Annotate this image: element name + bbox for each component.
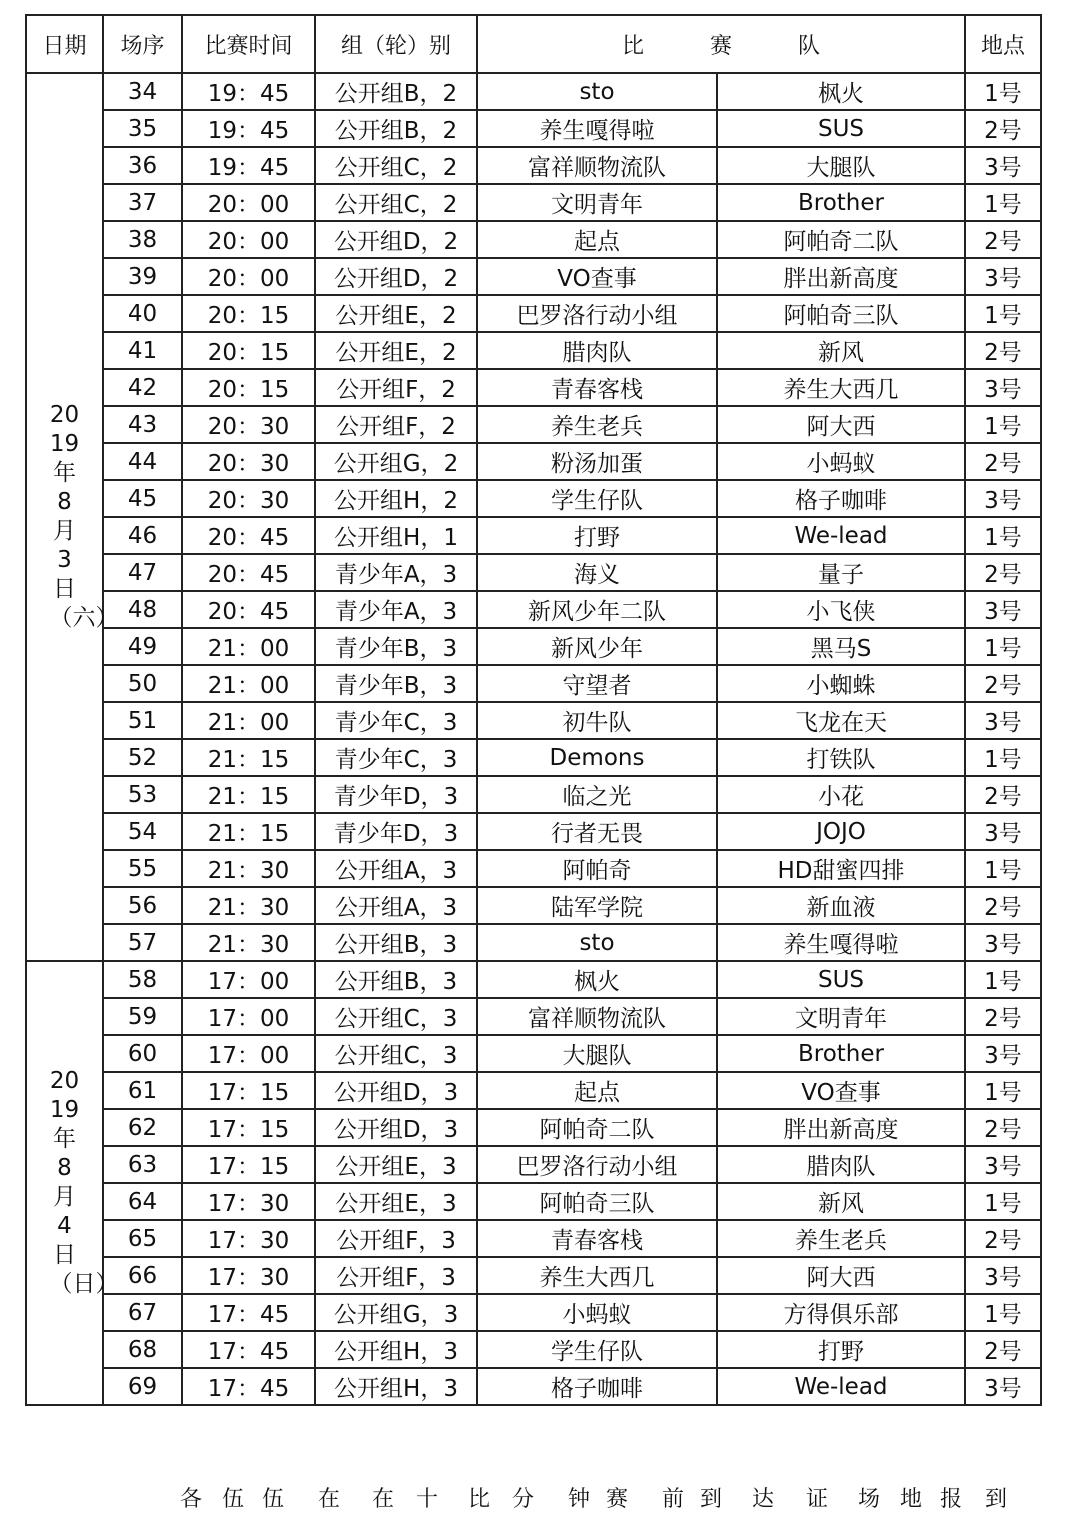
venue-cell: 2号: [965, 776, 1041, 813]
team1-cell: 富祥顺物流队: [477, 998, 717, 1035]
venue-cell: 2号: [965, 998, 1041, 1035]
header-seq: 场序: [103, 15, 182, 73]
group-cell: 公开组F，2: [315, 369, 477, 406]
header-teams-char-3: 队: [798, 33, 821, 59]
venue-cell: 2号: [965, 887, 1041, 924]
match-row: [26, 295, 1041, 332]
footer-char: 分: [512, 1487, 535, 1512]
team2-cell: 养生嘎得啦: [717, 924, 965, 961]
footer-char: 到: [700, 1487, 723, 1512]
time-cell: 20：00: [182, 184, 315, 221]
team2-cell: 枫火: [717, 73, 965, 110]
footer-char: 证: [806, 1487, 829, 1512]
team1-cell: 巴罗洛行动小组: [477, 1146, 717, 1183]
match-row: [26, 258, 1041, 295]
seq-cell: 57: [103, 924, 182, 961]
team2-cell: 小蚂蚁: [717, 443, 965, 480]
time-cell: 20：00: [182, 258, 315, 295]
team1-cell: 阿帕奇三队: [477, 1183, 717, 1220]
match-row: [26, 850, 1041, 887]
seq-cell: 56: [103, 887, 182, 924]
seq-cell: 69: [103, 1368, 182, 1405]
seq-cell: 46: [103, 517, 182, 554]
time-cell: 20：15: [182, 332, 315, 369]
footer-char: 钟: [568, 1487, 591, 1512]
group-cell: 公开组A，3: [315, 887, 477, 924]
time-cell: 17：45: [182, 1331, 315, 1368]
seq-cell: 54: [103, 813, 182, 850]
time-cell: 20：30: [182, 406, 315, 443]
date-cell: [26, 73, 119, 961]
seq-cell: 39: [103, 258, 182, 295]
team2-cell: SUS: [717, 110, 965, 147]
group-cell: 公开组C，2: [315, 184, 477, 221]
team1-cell: 格子咖啡: [477, 1368, 717, 1405]
team2-cell: 黑马S: [717, 628, 965, 665]
team2-cell: HD甜蜜四排: [717, 850, 965, 887]
group-cell: 公开组D，3: [315, 1109, 477, 1146]
header-group: 组（轮）别: [315, 15, 477, 73]
footer-char: 伍: [262, 1487, 285, 1512]
group-cell: 公开组B，2: [315, 110, 477, 147]
team1-cell: 粉汤加蛋: [477, 443, 717, 480]
match-row: [26, 1072, 1041, 1109]
match-row: [26, 184, 1041, 221]
team2-cell: 胖出新高度: [717, 1109, 965, 1146]
team1-cell: 新风少年: [477, 628, 717, 665]
team2-cell: 新血液: [717, 887, 965, 924]
seq-cell: 36: [103, 147, 182, 184]
match-row: [26, 628, 1041, 665]
match-row: [26, 1183, 1041, 1220]
match-schedule-table: [25, 14, 1042, 1406]
group-cell: 青少年D，3: [315, 776, 477, 813]
team1-cell: 青春客栈: [477, 369, 717, 406]
venue-cell: 1号: [965, 406, 1041, 443]
group-cell: 公开组H，1: [315, 517, 477, 554]
team1-cell: sto: [477, 73, 717, 110]
venue-cell: 3号: [965, 147, 1041, 184]
venue-cell: 1号: [965, 850, 1041, 887]
venue-cell: 2号: [965, 332, 1041, 369]
match-row: [26, 1146, 1041, 1183]
footer-char: 报: [940, 1487, 963, 1512]
group-cell: 公开组A，3: [315, 850, 477, 887]
header-row: [26, 15, 1041, 73]
venue-cell: 3号: [965, 1035, 1041, 1072]
time-cell: 21：15: [182, 739, 315, 776]
seq-cell: 41: [103, 332, 182, 369]
schedule-body: [26, 73, 1041, 1405]
match-row: [26, 961, 1041, 998]
time-cell: 20：15: [182, 295, 315, 332]
time-cell: 21：00: [182, 665, 315, 702]
venue-cell: 3号: [965, 702, 1041, 739]
team2-cell: We-lead: [717, 1368, 965, 1405]
seq-cell: 61: [103, 1072, 182, 1109]
time-cell: 17：15: [182, 1146, 315, 1183]
seq-cell: 52: [103, 739, 182, 776]
team1-cell: 起点: [477, 1072, 717, 1109]
match-row: [26, 1220, 1041, 1257]
time-cell: 17：15: [182, 1109, 315, 1146]
group-cell: 公开组E，2: [315, 332, 477, 369]
group-cell: 青少年C，3: [315, 702, 477, 739]
footer-char: 达: [752, 1487, 775, 1512]
seq-cell: 40: [103, 295, 182, 332]
seq-cell: 65: [103, 1220, 182, 1257]
venue-cell: 1号: [965, 184, 1041, 221]
date-label: 2019年8月3日（六）: [49, 402, 119, 631]
footer-char: 前: [662, 1487, 685, 1512]
time-cell: 17：30: [182, 1183, 315, 1220]
team1-cell: 养生老兵: [477, 406, 717, 443]
venue-cell: 1号: [965, 295, 1041, 332]
time-cell: 17：00: [182, 998, 315, 1035]
match-row: [26, 517, 1041, 554]
header-teams-char-1: 比: [621, 33, 644, 59]
seq-cell: 64: [103, 1183, 182, 1220]
seq-cell: 66: [103, 1257, 182, 1294]
time-cell: 17：15: [182, 1072, 315, 1109]
time-cell: 19：45: [182, 147, 315, 184]
team2-cell: 飞龙在天: [717, 702, 965, 739]
time-cell: 21：30: [182, 887, 315, 924]
venue-cell: 2号: [965, 221, 1041, 258]
team2-cell: 养生大西几: [717, 369, 965, 406]
team1-cell: 海义: [477, 554, 717, 591]
group-cell: 公开组F，2: [315, 406, 477, 443]
seq-cell: 63: [103, 1146, 182, 1183]
team2-cell: VO查事: [717, 1072, 965, 1109]
time-cell: 20：15: [182, 369, 315, 406]
footer-char: 在: [372, 1487, 395, 1512]
seq-cell: 51: [103, 702, 182, 739]
team1-cell: 打野: [477, 517, 717, 554]
match-row: [26, 813, 1041, 850]
group-cell: 青少年D，3: [315, 813, 477, 850]
group-cell: 公开组H，3: [315, 1368, 477, 1405]
match-row: [26, 887, 1041, 924]
group-cell: 公开组F，3: [315, 1220, 477, 1257]
time-cell: 17：30: [182, 1257, 315, 1294]
team2-cell: 阿帕奇三队: [717, 295, 965, 332]
group-cell: 公开组E，3: [315, 1183, 477, 1220]
team2-cell: 小飞侠: [717, 591, 965, 628]
team2-cell: 腊肉队: [717, 1146, 965, 1183]
venue-cell: 1号: [965, 628, 1041, 665]
team2-cell: 打铁队: [717, 739, 965, 776]
team2-cell: 新风: [717, 332, 965, 369]
team1-cell: 养生大西几: [477, 1257, 717, 1294]
venue-cell: 1号: [965, 739, 1041, 776]
team1-cell: 新风少年二队: [477, 591, 717, 628]
match-row: [26, 110, 1041, 147]
match-row: [26, 1257, 1041, 1294]
time-cell: 20：30: [182, 480, 315, 517]
team1-cell: 青春客栈: [477, 1220, 717, 1257]
seq-cell: 48: [103, 591, 182, 628]
footer-char: 赛: [606, 1487, 629, 1512]
venue-cell: 1号: [965, 961, 1041, 998]
team2-cell: 阿大西: [717, 1257, 965, 1294]
seq-cell: 58: [103, 961, 182, 998]
team1-cell: VO查事: [477, 258, 717, 295]
group-cell: 青少年B，3: [315, 628, 477, 665]
team2-cell: Brother: [717, 184, 965, 221]
match-row: [26, 1294, 1041, 1331]
seq-cell: 68: [103, 1331, 182, 1368]
header-venue: 地点: [965, 15, 1041, 73]
time-cell: 20：45: [182, 554, 315, 591]
venue-cell: 3号: [965, 1368, 1041, 1405]
team2-cell: 阿大西: [717, 406, 965, 443]
group-cell: 公开组D，2: [315, 221, 477, 258]
group-cell: 公开组E，2: [315, 295, 477, 332]
time-cell: 17：45: [182, 1294, 315, 1331]
team2-cell: SUS: [717, 961, 965, 998]
seq-cell: 42: [103, 369, 182, 406]
seq-cell: 35: [103, 110, 182, 147]
time-cell: 17：45: [182, 1368, 315, 1405]
footer-char: 十: [416, 1487, 439, 1512]
team1-cell: 守望者: [477, 665, 717, 702]
team2-cell: JOJO: [717, 813, 965, 850]
seq-cell: 53: [103, 776, 182, 813]
venue-cell: 1号: [965, 1072, 1041, 1109]
footer-char: 在: [318, 1487, 341, 1512]
team1-cell: 养生嘎得啦: [477, 110, 717, 147]
group-cell: 公开组C，3: [315, 1035, 477, 1072]
time-cell: 17：00: [182, 1035, 315, 1072]
team1-cell: 阿帕奇二队: [477, 1109, 717, 1146]
venue-cell: 2号: [965, 665, 1041, 702]
team1-cell: sto: [477, 924, 717, 961]
time-cell: 19：45: [182, 73, 315, 110]
match-row: [26, 332, 1041, 369]
team1-cell: 学生仔队: [477, 480, 717, 517]
venue-cell: 3号: [965, 591, 1041, 628]
match-row: [26, 1035, 1041, 1072]
venue-cell: 1号: [965, 1183, 1041, 1220]
match-row: [26, 924, 1041, 961]
match-row: [26, 665, 1041, 702]
time-cell: 20：45: [182, 517, 315, 554]
match-row: [26, 443, 1041, 480]
team2-cell: 量子: [717, 554, 965, 591]
time-cell: 21：15: [182, 813, 315, 850]
team2-cell: 小花: [717, 776, 965, 813]
time-cell: 20：45: [182, 591, 315, 628]
match-row: [26, 147, 1041, 184]
team1-cell: 临之光: [477, 776, 717, 813]
footer-char: 伍: [222, 1487, 245, 1512]
match-row: [26, 702, 1041, 739]
seq-cell: 44: [103, 443, 182, 480]
team1-cell: 陆军学院: [477, 887, 717, 924]
group-cell: 青少年C，3: [315, 739, 477, 776]
match-row: [26, 406, 1041, 443]
group-cell: 公开组B，3: [315, 924, 477, 961]
seq-cell: 60: [103, 1035, 182, 1072]
footer-char: 各: [180, 1487, 203, 1512]
group-cell: 公开组B，3: [315, 961, 477, 998]
team1-cell: 巴罗洛行动小组: [477, 295, 717, 332]
time-cell: 20：00: [182, 221, 315, 258]
group-cell: 公开组D，2: [315, 258, 477, 295]
header-teams: [477, 15, 965, 73]
venue-cell: 1号: [965, 1294, 1041, 1331]
group-cell: 公开组H，3: [315, 1331, 477, 1368]
team2-cell: 小蜘蛛: [717, 665, 965, 702]
team1-cell: 小蚂蚁: [477, 1294, 717, 1331]
time-cell: 21：00: [182, 628, 315, 665]
seq-cell: 55: [103, 850, 182, 887]
venue-cell: 1号: [965, 73, 1041, 110]
venue-cell: 3号: [965, 924, 1041, 961]
group-cell: 公开组B，2: [315, 73, 477, 110]
match-row: [26, 591, 1041, 628]
group-cell: 青少年B，3: [315, 665, 477, 702]
team1-cell: 起点: [477, 221, 717, 258]
seq-cell: 37: [103, 184, 182, 221]
team2-cell: 胖出新高度: [717, 258, 965, 295]
team1-cell: 初牛队: [477, 702, 717, 739]
match-row: [26, 776, 1041, 813]
seq-cell: 62: [103, 1109, 182, 1146]
seq-cell: 45: [103, 480, 182, 517]
seq-cell: 38: [103, 221, 182, 258]
footer-char: 地: [900, 1487, 923, 1512]
venue-cell: 3号: [965, 813, 1041, 850]
team2-cell: 方得俱乐部: [717, 1294, 965, 1331]
match-row: [26, 1368, 1041, 1405]
time-cell: 20：30: [182, 443, 315, 480]
match-row: [26, 369, 1041, 406]
match-row: [26, 1331, 1041, 1368]
header-teams-char-2: 赛: [709, 33, 732, 59]
venue-cell: 3号: [965, 258, 1041, 295]
seq-cell: 59: [103, 998, 182, 1035]
venue-cell: 2号: [965, 554, 1041, 591]
team1-cell: 行者无畏: [477, 813, 717, 850]
header-time: 比赛时间: [182, 15, 315, 73]
match-row: [26, 554, 1041, 591]
team1-cell: 大腿队: [477, 1035, 717, 1072]
time-cell: 17：00: [182, 961, 315, 998]
team2-cell: 打野: [717, 1331, 965, 1368]
venue-cell: 2号: [965, 443, 1041, 480]
team1-cell: 文明青年: [477, 184, 717, 221]
venue-cell: 3号: [965, 1146, 1041, 1183]
match-row: [26, 998, 1041, 1035]
date-label: 2019年8月4日（日）: [49, 1068, 119, 1297]
match-row: [26, 221, 1041, 258]
time-cell: 21：00: [182, 702, 315, 739]
team2-cell: Brother: [717, 1035, 965, 1072]
venue-cell: 2号: [965, 1109, 1041, 1146]
venue-cell: 2号: [965, 1220, 1041, 1257]
footer-note-cutoff: [25, 1480, 1040, 1512]
group-cell: 公开组G，2: [315, 443, 477, 480]
seq-cell: 34: [103, 73, 182, 110]
match-row: [26, 739, 1041, 776]
time-cell: 21：30: [182, 924, 315, 961]
time-cell: 21：15: [182, 776, 315, 813]
team2-cell: 大腿队: [717, 147, 965, 184]
group-cell: 公开组G，3: [315, 1294, 477, 1331]
time-cell: 17：30: [182, 1220, 315, 1257]
team1-cell: Demons: [477, 739, 717, 776]
team1-cell: 学生仔队: [477, 1331, 717, 1368]
team1-cell: 富祥顺物流队: [477, 147, 717, 184]
group-cell: 青少年A，3: [315, 554, 477, 591]
match-row: [26, 1109, 1041, 1146]
team2-cell: 格子咖啡: [717, 480, 965, 517]
team2-cell: We-lead: [717, 517, 965, 554]
seq-cell: 43: [103, 406, 182, 443]
team2-cell: 养生老兵: [717, 1220, 965, 1257]
team2-cell: 文明青年: [717, 998, 965, 1035]
seq-cell: 50: [103, 665, 182, 702]
footer-char: 比: [468, 1487, 491, 1512]
footer-char: 场: [858, 1487, 881, 1512]
venue-cell: 2号: [965, 110, 1041, 147]
group-cell: 公开组F，3: [315, 1257, 477, 1294]
match-row: [26, 480, 1041, 517]
venue-cell: 3号: [965, 369, 1041, 406]
venue-cell: 3号: [965, 480, 1041, 517]
team2-cell: 新风: [717, 1183, 965, 1220]
header-date: 日期: [26, 15, 103, 73]
group-cell: 公开组D，3: [315, 1072, 477, 1109]
venue-cell: 1号: [965, 517, 1041, 554]
footer-char: 到: [985, 1487, 1008, 1512]
time-cell: 19：45: [182, 110, 315, 147]
group-cell: 公开组E，3: [315, 1146, 477, 1183]
venue-cell: 3号: [965, 1257, 1041, 1294]
seq-cell: 49: [103, 628, 182, 665]
seq-cell: 67: [103, 1294, 182, 1331]
group-cell: 公开组C，2: [315, 147, 477, 184]
group-cell: 青少年A，3: [315, 591, 477, 628]
seq-cell: 47: [103, 554, 182, 591]
team1-cell: 腊肉队: [477, 332, 717, 369]
time-cell: 21：30: [182, 850, 315, 887]
date-cell: [26, 961, 119, 1405]
team2-cell: 阿帕奇二队: [717, 221, 965, 258]
match-row: [26, 73, 1041, 110]
group-cell: 公开组H，2: [315, 480, 477, 517]
group-cell: 公开组C，3: [315, 998, 477, 1035]
team1-cell: 枫火: [477, 961, 717, 998]
venue-cell: 2号: [965, 1331, 1041, 1368]
team1-cell: 阿帕奇: [477, 850, 717, 887]
